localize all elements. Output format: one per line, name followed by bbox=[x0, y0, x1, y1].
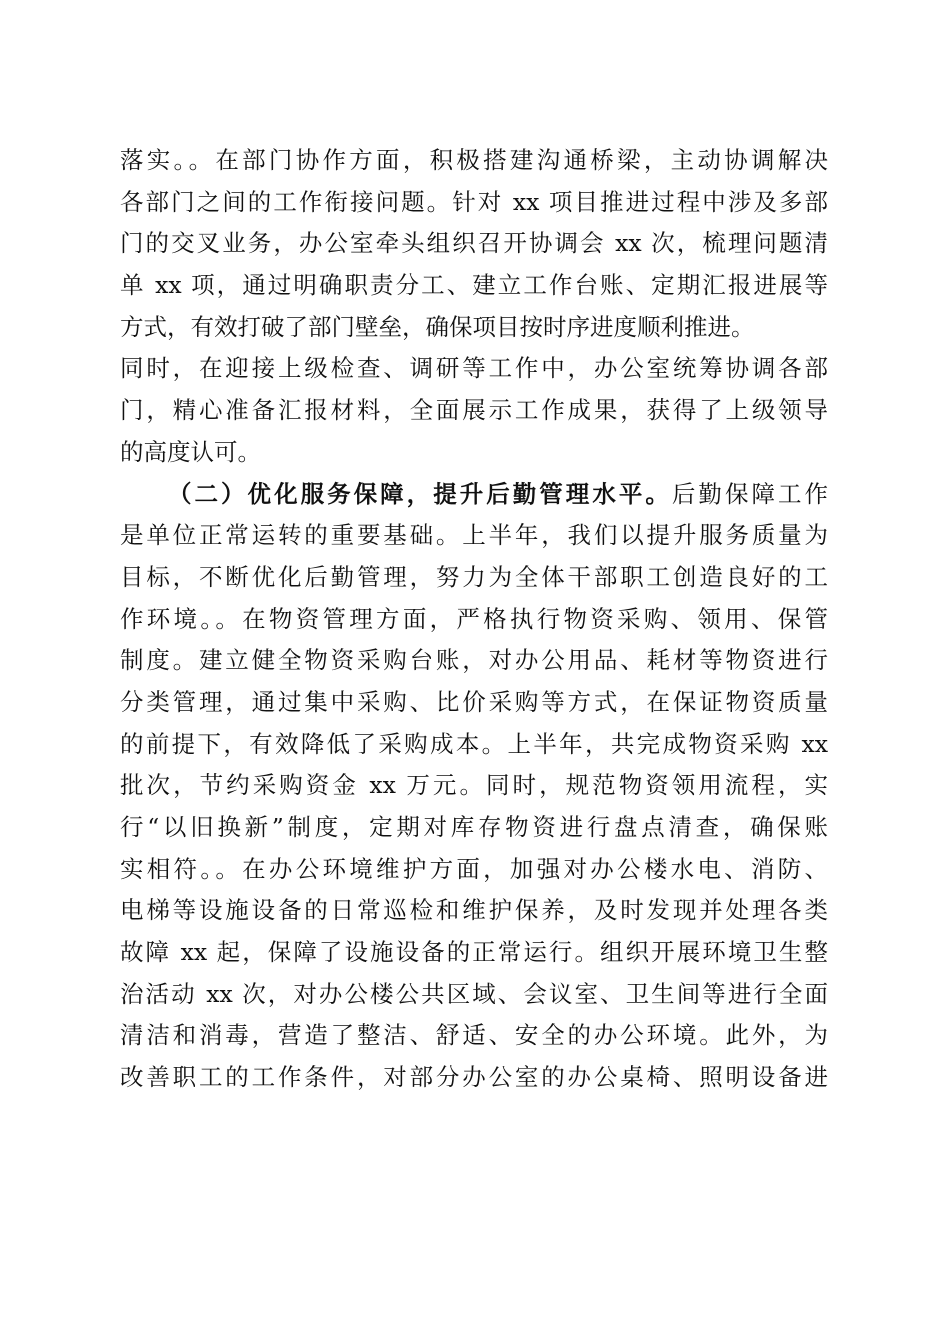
document-body bbox=[120, 140, 828, 1099]
text-line: 批次，节约采购资金 xx 万元。同时，规范物资领用流程，实 bbox=[120, 771, 828, 800]
text-line: 门，精心准备汇报材料，全面展示工作成果，获得了上级领导 bbox=[120, 396, 828, 425]
text-line: 目标，不断优化后勤管理，努力为全体干部职工创造良好的工 bbox=[120, 562, 828, 591]
text-line: 是单位正常运转的重要基础。上半年，我们以提升服务质量为 bbox=[120, 521, 828, 550]
text-line: 同时，在迎接上级检查、调研等工作中，办公室统筹协调各部 bbox=[120, 354, 828, 383]
text-line: 故障 xx 起，保障了设施设备的正常运行。组织开展环境卫生整 bbox=[120, 938, 828, 967]
text-line: 分类管理，通过集中采购、比价采购等方式，在保证物资质量 bbox=[120, 687, 828, 716]
text-line: 方式，有效打破了部门壁垒，确保项目按时序进度顺利推进。 bbox=[120, 312, 755, 341]
text-line: 治活动 xx 次，对办公楼公共区域、会议室、卫生间等进行全面 bbox=[120, 979, 828, 1008]
paragraph-1 bbox=[120, 140, 828, 474]
paragraph-2-first-line bbox=[120, 474, 828, 516]
text-line: 落实。。在部门协作方面，积极搭建沟通桥梁，主动协调解决 bbox=[120, 146, 828, 174]
text-line: 单 xx 项，通过明确职责分工、建立工作台账、定期汇报进展等 bbox=[120, 271, 828, 300]
text-segment: 后勤保障工作 bbox=[671, 479, 828, 508]
text-line: 实相符。。在办公环境维护方面，加强对办公楼水电、消防、 bbox=[120, 854, 828, 883]
text-line: 清洁和消毒，营造了整洁、舒适、安全的办公环境。此外，为 bbox=[120, 1021, 828, 1050]
section-heading: （二）优化服务保障，提升后勤管理水平。 bbox=[168, 479, 672, 508]
text-line: 各部门之间的工作衔接问题。针对 xx 项目推进过程中涉及多部 bbox=[120, 187, 828, 216]
text-line: 改善职工的工作条件，对部分办公室的办公桌椅、照明设备进 bbox=[120, 1063, 828, 1092]
text-line: 的前提下，有效降低了采购成本。上半年，共完成物资采购 xx bbox=[120, 729, 828, 758]
text-line: 作环境。。在物资管理方面，严格执行物资采购、领用、保管 bbox=[120, 604, 828, 633]
text-line: 制度。建立健全物资采购台账，对办公用品、耗材等物资进行 bbox=[120, 646, 828, 675]
text-line: 电梯等设施设备的日常巡检和维护保养，及时发现并处理各类 bbox=[120, 896, 828, 925]
text-line: 的高度认可。 bbox=[120, 437, 261, 466]
text-line: 门的交叉业务，办公室牵头组织召开协调会 xx 次，梳理问题清 bbox=[120, 229, 828, 258]
text-line: 行“以旧换新”制度，定期对库存物资进行盘点清查，确保账 bbox=[120, 813, 828, 841]
paragraph-2 bbox=[120, 474, 828, 1099]
